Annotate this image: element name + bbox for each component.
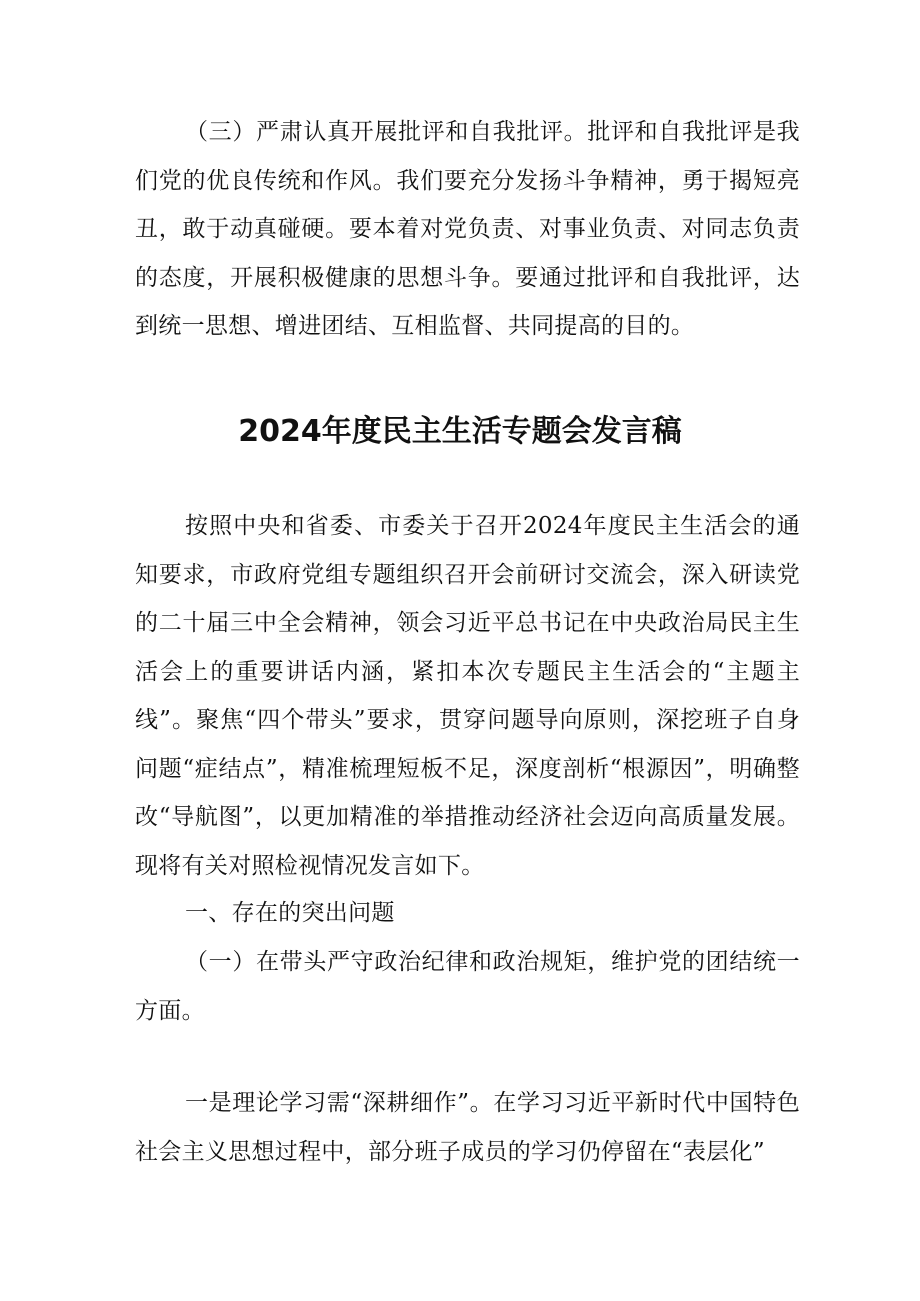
document-title: 2024年度民主生活专题会发言稿 <box>238 414 682 449</box>
paragraph-theory-study: 一是理论学习需“深耕细作”。在学习习近平新时代中国特色社会主义思想过程中，部分班子成员的学习仍停留在“表层化” <box>135 1090 800 1165</box>
paragraph-criticism: （三）严肃认真开展批评和自我批评。批评和自我批评是我们党的优良传统和作风。我们要充分发扬斗争精神，勇于揭短亮丑，敢于动真碰硬。要本着对党负责、对事业负责、对同志负责的态度，开展积极健康的思想斗争。要通过批评和自我批评，达到统一思想、增进团结、互相监督、共同提高的目的。 <box>135 119 800 339</box>
subsection-heading: （一）在带头严守政治纪律和政治规矩，维护党的团结统一方面。 <box>135 949 800 1024</box>
section-heading: 一、存在的突出问题 <box>185 900 395 926</box>
paragraph-intro: 按照中央和省委、市委关于召开2024年度民主生活会的通知要求，市政府党组专题组织召开会前研讨交流会，深入研读党的二十届三中全会精神，领会习近平总书记在中央政治局民主生活会上的重要讲话内涵，紧扣本次专题民主生活会的“主题主线”。聚焦“四个带头”要求，贯穿问题导向原则，深挖班子自身问题“症结点”，精准梳理短板不足，深度剖析“根源因”，明确整改“导航图”，以更加精准的举措推动经济社会迈向高质量发展。现将有关对照检视情况发言如下。 <box>135 513 800 879</box>
